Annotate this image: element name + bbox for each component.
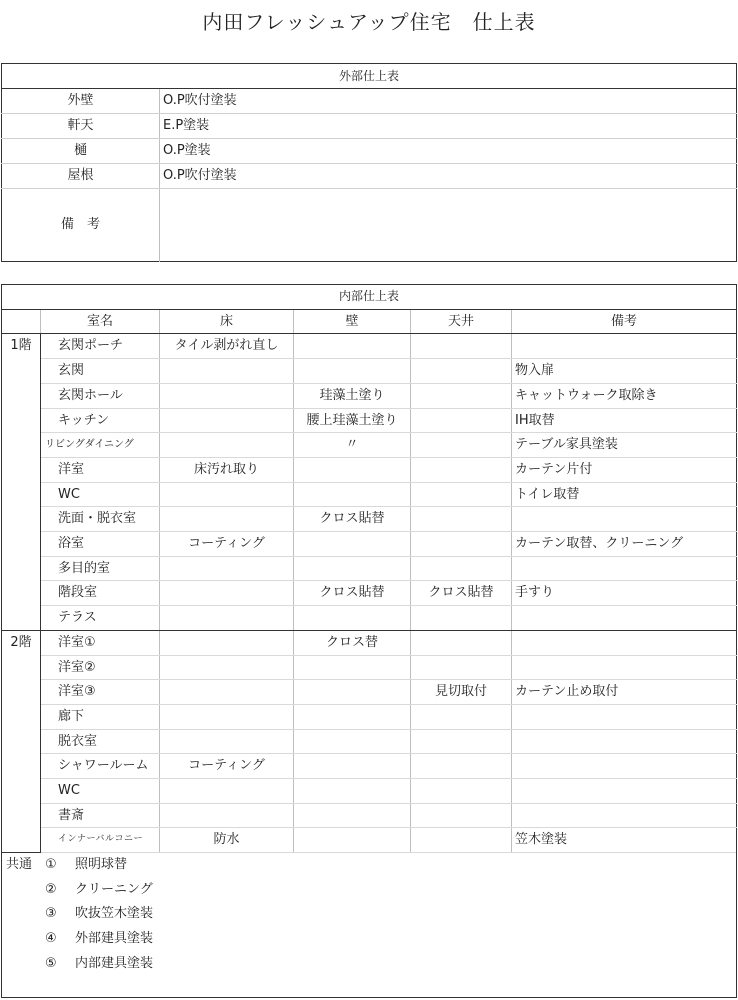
interior-table-heading: 内部仕上表 — [2, 285, 737, 310]
interior-row — [2, 704, 737, 729]
wall-finish: クロス貼替 — [294, 507, 411, 532]
room-note: カーテン止め取付 — [512, 680, 737, 705]
ceiling-finish — [411, 359, 512, 384]
page-title: 内田フレッシュアップ住宅 仕上表 — [202, 10, 536, 34]
interior-row — [2, 334, 737, 359]
floor-level-label: 2階 — [2, 630, 41, 852]
floor-finish — [160, 359, 294, 384]
common-item — [45, 927, 153, 952]
floor-level-label: 1階 — [2, 334, 41, 630]
room-name: 玄関ポーチ — [41, 334, 160, 359]
room-note — [512, 507, 737, 532]
ceiling-finish: クロス貼替 — [411, 581, 512, 606]
floor-finish — [160, 433, 294, 458]
header-notes: 備考 — [512, 309, 737, 334]
room-note: 笠木塗装 — [512, 828, 737, 853]
wall-finish: 腰上珪藻土塗り — [294, 408, 411, 433]
room-name: 書斎 — [41, 803, 160, 828]
wall-finish — [294, 680, 411, 705]
room-name: シャワールーム — [41, 754, 160, 779]
room-name: 玄関ホール — [41, 383, 160, 408]
ceiling-finish — [411, 803, 512, 828]
room-note: 手すり — [512, 581, 737, 606]
room-note: カーテン取替、クリーニング — [512, 532, 737, 557]
ceiling-finish — [411, 704, 512, 729]
exterior-row — [2, 139, 737, 164]
floor-finish — [160, 606, 294, 631]
ceiling-finish — [411, 408, 512, 433]
room-name: テラス — [41, 606, 160, 631]
ceiling-finish — [411, 482, 512, 507]
exterior-value: E.P塗装 — [160, 114, 737, 139]
room-note — [512, 704, 737, 729]
wall-finish: 〃 — [294, 433, 411, 458]
interior-row — [2, 482, 737, 507]
room-name: 洋室① — [41, 630, 160, 655]
interior-row — [2, 457, 737, 482]
interior-row — [2, 507, 737, 532]
header-ceiling: 天井 — [411, 309, 512, 334]
room-name: 廊下 — [41, 704, 160, 729]
header-floor-level — [2, 309, 41, 334]
floor-finish: 床汚れ取り — [160, 457, 294, 482]
room-note: IH取替 — [512, 408, 737, 433]
wall-finish — [294, 532, 411, 557]
header-room: 室名 — [41, 309, 160, 334]
room-name: 多目的室 — [41, 556, 160, 581]
interior-row — [2, 779, 737, 804]
floor-finish — [160, 704, 294, 729]
interior-column-headers — [2, 309, 737, 334]
room-note — [512, 754, 737, 779]
common-item-number: ③ — [45, 906, 57, 922]
interior-row — [2, 680, 737, 705]
wall-finish — [294, 828, 411, 853]
room-name: 洋室② — [41, 655, 160, 680]
wall-finish — [294, 556, 411, 581]
room-note — [512, 779, 737, 804]
floor-finish — [160, 803, 294, 828]
common-item-number: ⑤ — [45, 955, 57, 971]
ceiling-finish — [411, 606, 512, 631]
ceiling-finish — [411, 507, 512, 532]
interior-row — [2, 532, 737, 557]
interior-row — [2, 729, 737, 754]
interior-finish-table — [1, 284, 737, 853]
common-item-text: 内部建具塗装 — [75, 955, 154, 971]
floor-finish: コーティング — [160, 754, 294, 779]
floor-finish: 防水 — [160, 828, 294, 853]
exterior-row — [2, 114, 737, 139]
exterior-remarks-label: 備 考 — [2, 189, 160, 262]
exterior-remarks-value — [160, 189, 737, 262]
room-note: トイレ取替 — [512, 482, 737, 507]
floor-finish — [160, 680, 294, 705]
wall-finish — [294, 334, 411, 359]
wall-finish — [294, 779, 411, 804]
interior-row — [2, 606, 737, 631]
exterior-value: O.P塗装 — [160, 139, 737, 164]
interior-row — [2, 581, 737, 606]
exterior-finish-table — [1, 63, 737, 262]
floor-finish — [160, 507, 294, 532]
ceiling-finish — [411, 754, 512, 779]
interior-row — [2, 655, 737, 680]
wall-finish — [294, 606, 411, 631]
interior-row — [2, 359, 737, 384]
ceiling-finish — [411, 383, 512, 408]
room-note: カーテン片付 — [512, 457, 737, 482]
ceiling-finish — [411, 334, 512, 359]
room-name: キッチン — [41, 408, 160, 433]
room-note — [512, 803, 737, 828]
wall-finish — [294, 803, 411, 828]
wall-finish: クロス替 — [294, 630, 411, 655]
room-note: 物入扉 — [512, 359, 737, 384]
ceiling-finish — [411, 828, 512, 853]
room-name: 脱衣室 — [41, 729, 160, 754]
ceiling-finish — [411, 457, 512, 482]
interior-row — [2, 408, 737, 433]
floor-finish — [160, 729, 294, 754]
room-note — [512, 630, 737, 655]
interior-row — [2, 433, 737, 458]
ceiling-finish — [411, 630, 512, 655]
ceiling-finish: 見切取付 — [411, 680, 512, 705]
exterior-value: O.P吹付塗装 — [160, 89, 737, 114]
ceiling-finish — [411, 532, 512, 557]
wall-finish — [294, 704, 411, 729]
floor-finish — [160, 408, 294, 433]
room-note: テーブル家具塗装 — [512, 433, 737, 458]
floor-finish — [160, 581, 294, 606]
exterior-label: 外壁 — [2, 89, 160, 114]
wall-finish — [294, 754, 411, 779]
wall-finish — [294, 457, 411, 482]
exterior-label: 樋 — [2, 139, 160, 164]
common-label: 共通 — [6, 857, 33, 872]
common-item-number: ① — [45, 857, 57, 872]
common-item — [45, 853, 127, 878]
floor-finish — [160, 655, 294, 680]
room-name: 洋室③ — [41, 680, 160, 705]
room-note — [512, 606, 737, 631]
wall-finish — [294, 359, 411, 384]
common-item-text: 外部建具塗装 — [75, 931, 154, 947]
wall-finish: 珪藻土塗り — [294, 383, 411, 408]
common-item-number: ② — [45, 881, 57, 897]
room-name: 洋室 — [41, 457, 160, 482]
interior-row — [2, 630, 737, 655]
header-wall: 壁 — [294, 309, 411, 334]
common-item-number: ④ — [45, 931, 57, 947]
room-note — [512, 334, 737, 359]
exterior-row — [2, 89, 737, 114]
wall-finish — [294, 729, 411, 754]
exterior-row — [2, 164, 737, 189]
room-note — [512, 729, 737, 754]
interior-row — [2, 828, 737, 853]
common-notes — [1, 851, 737, 998]
floor-finish — [160, 779, 294, 804]
wall-finish: クロス貼替 — [294, 581, 411, 606]
ceiling-finish — [411, 729, 512, 754]
room-note — [512, 556, 737, 581]
common-item — [45, 878, 153, 903]
common-item-text: 照明球替 — [75, 857, 128, 872]
ceiling-finish — [411, 655, 512, 680]
common-item-text: 吹抜笠木塗装 — [75, 906, 154, 922]
room-name: WC — [41, 482, 160, 507]
wall-finish — [294, 482, 411, 507]
common-item — [45, 902, 153, 927]
wall-finish — [294, 655, 411, 680]
room-note — [512, 655, 737, 680]
floor-finish — [160, 482, 294, 507]
common-item — [45, 952, 153, 977]
floor-finish — [160, 630, 294, 655]
room-name: 浴室 — [41, 532, 160, 557]
exterior-label: 屋根 — [2, 164, 160, 189]
floor-finish — [160, 556, 294, 581]
room-name: 洗面・脱衣室 — [41, 507, 160, 532]
interior-row — [2, 556, 737, 581]
ceiling-finish — [411, 779, 512, 804]
room-name: 階段室 — [41, 581, 160, 606]
room-name: リビングダイニング — [41, 433, 160, 458]
interior-row — [2, 383, 737, 408]
room-name: 玄関 — [41, 359, 160, 384]
room-note: キャットウォーク取除き — [512, 383, 737, 408]
common-item-text: クリーニング — [75, 881, 153, 897]
exterior-table-heading: 外部仕上表 — [2, 64, 737, 89]
room-name: WC — [41, 779, 160, 804]
floor-finish: コーティング — [160, 532, 294, 557]
floor-finish: タイル剥がれ直し — [160, 334, 294, 359]
header-floor: 床 — [160, 309, 294, 334]
floor-finish — [160, 383, 294, 408]
exterior-value: O.P吹付塗装 — [160, 164, 737, 189]
ceiling-finish — [411, 433, 512, 458]
exterior-remarks-row — [2, 189, 737, 262]
exterior-label: 軒天 — [2, 114, 160, 139]
ceiling-finish — [411, 556, 512, 581]
room-name: インナーバルコニー — [41, 828, 160, 853]
interior-row — [2, 754, 737, 779]
interior-row — [2, 803, 737, 828]
